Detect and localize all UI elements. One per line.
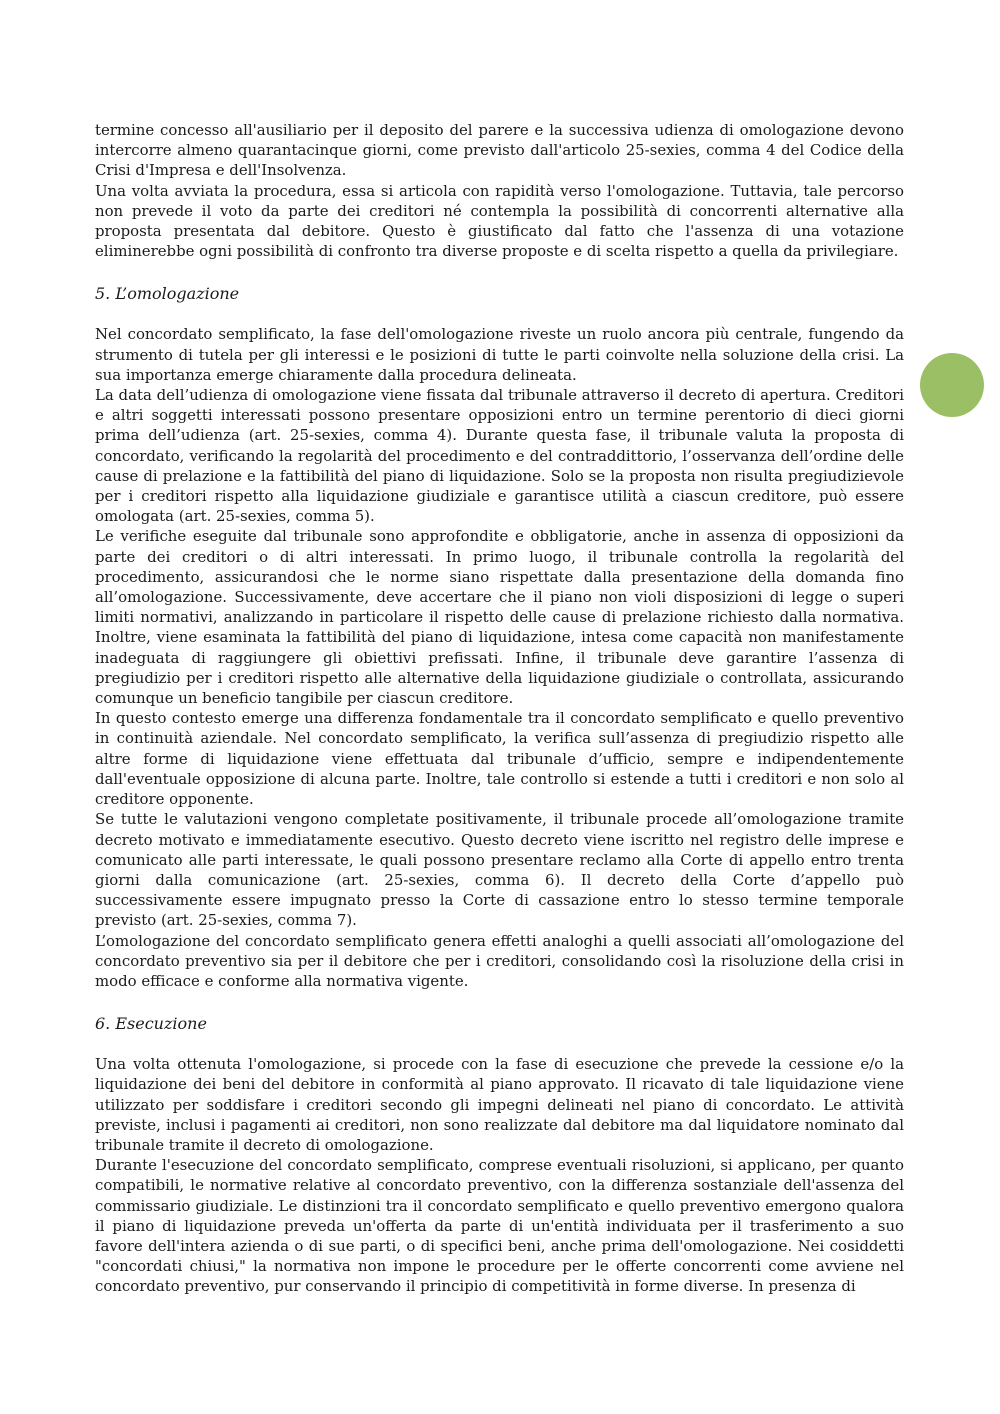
paragraph: In questo contesto emerge una differenza fondamentale tra il concordato semplificato e quello preventivo in continuità aziendale. Nel concordato semplificato, la verifica sull’assenza di pregiudizio rispetto alle altre forme di liquidazione viene effettuata dal tribunale d’ufficio, sempre e indipendentemente dall'eventuale opposizione di alcuna parte. Inoltre, tale controllo si estende a tutti i creditori e non solo al creditore opponente. bbox=[95, 709, 904, 809]
page-body bbox=[95, 120, 904, 1297]
paragraph: Le verifiche eseguite dal tribunale sono approfondite e obbligatorie, anche in assenza di opposizioni da parte dei creditori o di altri interessati. In primo luogo, il tribunale controlla la regolarità del procedimento, assicurandosi che le norme siano rispettate dalla presentazione della domanda fino all’omologazione. Successivamente, deve accertare che il piano non violi disposizioni di legge o superi limiti normativi, analizzando in particolare il rispetto delle cause di prelazione richiesto dalla normativa. Inoltre, viene esaminata la fattibilità del piano di liquidazione, intesa come capacità non manifestamente inadeguata di raggiungere gli obiettivi prefissati. Infine, il tribunale deve garantire l’assenza di pregiudizio per i creditori rispetto alle alternative della liquidazione giudiziale o controllata, assicurando comunque un beneficio tangibile per ciascun creditore. bbox=[95, 527, 904, 708]
section-heading: 5. L’omologazione bbox=[95, 284, 240, 304]
section-heading: 6. Esecuzione bbox=[95, 1014, 207, 1034]
paragraph: La data dell’udienza di omologazione viene fissata dal tribunale attraverso il decreto di apertura. Creditori e altri soggetti interessati possono presentare opposizioni entro un termine perentorio di dieci giorni prima dell’udienza (art. 25-sexies, comma 4). Durante questa fase, il tribunale valuta la proposta di concordato, verificando la regolarità del procedimento e del contraddittorio, l’osservanza dell’ordine delle cause di prelazione e la fattibilità del piano di liquidazione. Solo se la proposta non risulta pregiudizievole per i creditori rispetto alla liquidazione giudiziale e garantisce utilità a ciascun creditore, può essere omologata (art. 25-sexies, comma 5). bbox=[95, 386, 904, 526]
paragraph: Nel concordato semplificato, la fase dell'omologazione riveste un ruolo ancora più centrale, fungendo da strumento di tutela per gli interessi e le posizioni di tutte le parti coinvolte nella soluzione della crisi. La sua importanza emerge chiaramente dalla procedura delineata. bbox=[95, 325, 904, 384]
paragraph: Una volta ottenuta l'omologazione, si procede con la fase di esecuzione che prevede la cessione e/o la liquidazione dei beni del debitore in conformità al piano approvato. Il ricavato di tale liquidazione viene utilizzato per soddisfare i creditori secondo gli impegni delineati nel piano di concordato. Le attività previste, inclusi i pagamenti ai creditori, non sono realizzate dal debitore ma dal liquidatore nominato dal tribunale tramite il decreto di omologazione. bbox=[95, 1055, 904, 1154]
paragraph: L’omologazione del concordato semplificato genera effetti analoghi a quelli associati all’omologazione del concordato preventivo sia per il debitore che per i creditori, consolidando così la risoluzione della crisi in modo efficace e conforme alla normativa vigente. bbox=[95, 931, 904, 990]
paragraph: Se tutte le valutazioni vengono completate positivamente, il tribunale procede all’omologazione tramite decreto motivato e immediatamente esecutivo. Questo decreto viene iscritto nel registro delle imprese e comunicato alle parti interessate, le quali possono presentare reclamo alla Corte di appello entro trenta giorni dalla comunicazione (art. 25-sexies, comma 6). Il decreto della Corte d’appello può successivamente essere impugnato presso la Corte di cassazione entro lo stesso termine temporale previsto (art. 25-sexies, comma 7). bbox=[95, 810, 904, 930]
paragraph: Durante l'esecuzione del concordato semplificato, comprese eventuali risoluzioni, si applicano, per quanto compatibili, le normative relative al concordato preventivo, con la differenza sostanziale dell'assenza del commissario giudiziale. Le distinzioni tra il concordato semplificato e quello preventivo emergono qualora il piano di liquidazione preveda un'offerta da parte di un'entità individuata per il trasferimento a suo favore dell'intera azienda o di sue parti, o di specifici beni, anche prima dell'omologazione. Nei cosiddetti "concordati chiusi," la normativa non impone le procedure per le offerte concorrenti come avviene nel concordato preventivo, pur conservando il principio di competitività in forme diverse. In presenza di bbox=[95, 1156, 904, 1296]
green-circle-marker bbox=[920, 353, 984, 417]
paragraph: Una volta avviata la procedura, essa si articola con rapidità verso l'omologazione. Tuttavia, tale percorso non prevede il voto da parte dei creditori né contempla la possibilità di concorrenti alternative alla proposta presentata dal debitore. Questo è giustificato dal fatto che l'assenza di una votazione eliminerebbe ogni possibilità di confronto tra diverse proposte e di scelta rispetto a quella da privilegiare. bbox=[95, 181, 904, 261]
paragraph: termine concesso all'ausiliario per il deposito del parere e la successiva udienza di omologazione devono intercorre almeno quarantacinque giorni, come previsto dall'articolo 25-sexies, comma 4 del Codice della Crisi d'Impresa e dell'Insolvenza. bbox=[95, 121, 904, 180]
